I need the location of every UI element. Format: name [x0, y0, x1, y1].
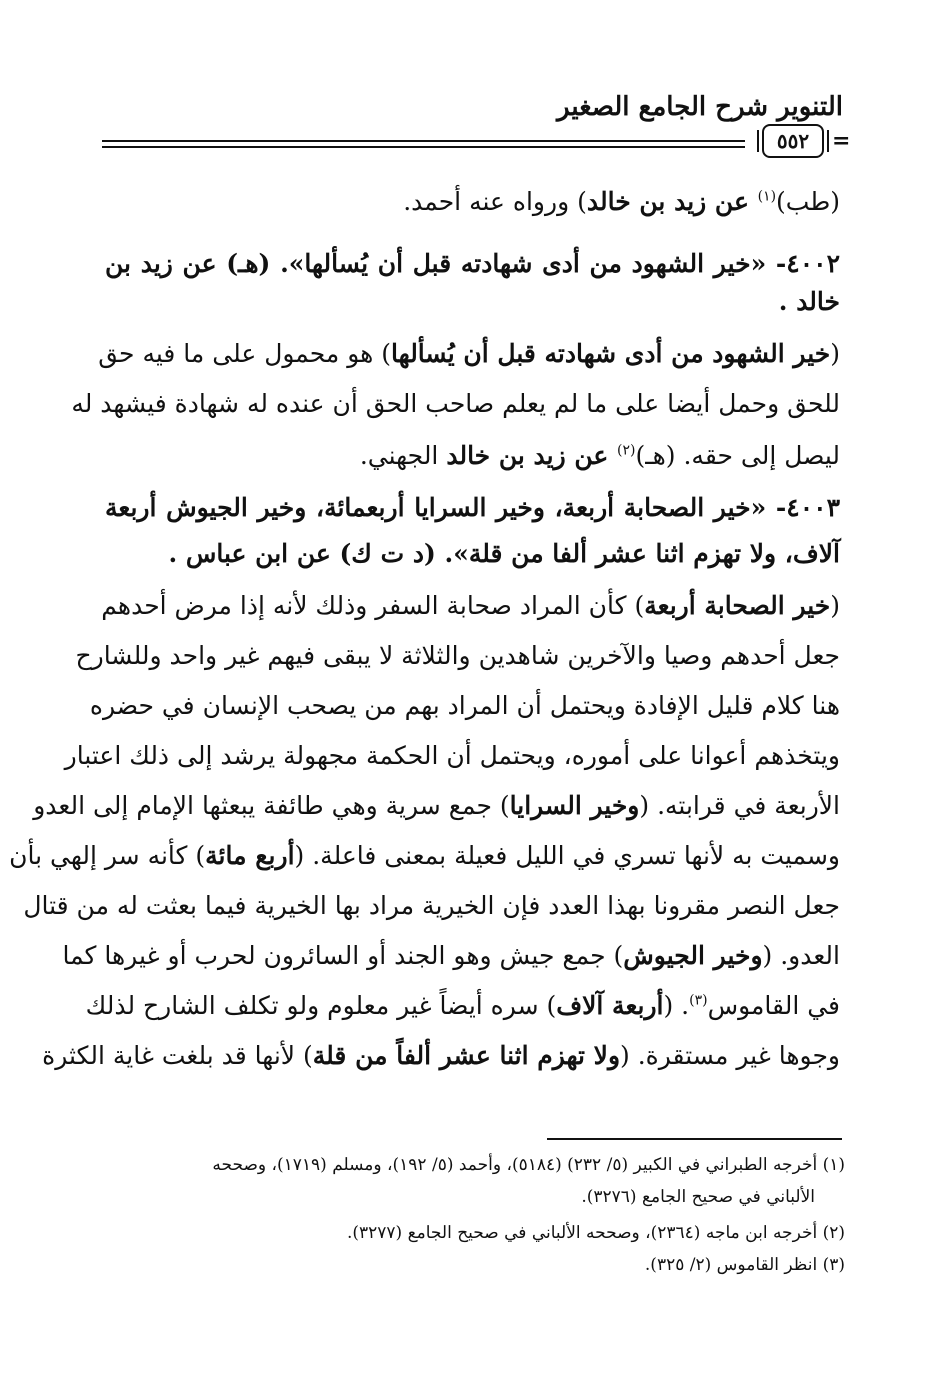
text-line [75, 632, 840, 680]
bold-text: ٤٠٠٢- «خير الشهود من أدى شهادته قبل أن يُسألها». (هـ) عن زيد بن [105, 249, 840, 278]
bold-text: خالد . [778, 287, 840, 316]
bold-text: وخير السرايا [509, 791, 640, 820]
footnote-separator [547, 1138, 842, 1140]
text-run: ) كأن المراد صحابة السفر وذلك لأنه إذا مرض أحدهم [101, 591, 645, 620]
text-run: العدو. ( [762, 941, 840, 970]
text-line [71, 380, 840, 428]
header-ornament: = [832, 128, 851, 154]
text-line [105, 178, 840, 226]
header-rule-bottom [102, 146, 745, 148]
text-line [23, 882, 840, 930]
text-line [89, 682, 840, 730]
bold-text: وخير الجيوش [623, 941, 763, 970]
text-run: ) هو محمول على ما فيه حق [98, 339, 392, 368]
bold-text: ٤٠٠٣- «خير الصحابة أربعة، وخير السرايا أربعمائة، وخير الجيوش أربعة [105, 493, 840, 522]
text-run: (طب) [776, 187, 840, 216]
text-run: ) جمع سرية وهي طائفة يبعثها الإمام إلى العدو [33, 791, 510, 820]
text-line [101, 582, 840, 630]
text-run: ( [830, 591, 840, 620]
text-run: في القاموس [707, 991, 840, 1020]
text-line [105, 432, 840, 480]
text-run: ( [830, 339, 840, 368]
text-run: جعل أحدهم وصيا والآخرين شاهدين والثلاثة لا يبقى فيهم غير واحد وللشارح [75, 641, 840, 670]
text-run: الأربعة في قرابته. ( [639, 791, 840, 820]
footnote: (٢) أخرجه ابن ماجه (٢٣٦٤)، وصححه الألباني في صحيح الجامع (٣٢٧٧). [346, 1223, 845, 1243]
bold-text: خير الصحابة أربعة [644, 591, 831, 620]
bold-text: ولا تهزم اثنا عشر ألفاً من قلة [312, 1041, 621, 1070]
bold-text: خير الشهود من أدى شهادته قبل أن يُسألها [391, 339, 831, 368]
footnote: (١) أخرجه الطبراني في الكبير (٥/ ٢٣٢) (٥١٨٤)، وأحمد (٥/ ١٩٢)، ومسلم (١٧١٩)، وصححه [212, 1155, 845, 1175]
text-run: ) سره أيضاً غير معلوم ولو تكلف الشارح لذلك [85, 991, 557, 1020]
bold-text: آلاف، ولا تهزم اثنا عشر ألفا من قلة». (د ت ك) عن ابن عباس . [168, 539, 840, 568]
text-run: ) كأنه سر إلهي بأن [9, 841, 206, 870]
footnote: (٣) انظر القاموس (٢/ ٣٢٥). [644, 1255, 845, 1275]
footnote: الألباني في صحيح الجامع (٣٢٧٦). [581, 1187, 815, 1207]
header-rule-top [102, 140, 745, 142]
text-line [42, 1032, 840, 1080]
text-run: ) جمع جيش وهو الجند أو السائرون لحرب أو غيرها كما [62, 941, 624, 970]
text-line [105, 484, 840, 532]
bold-text: عن زيد بن خالد [586, 187, 758, 216]
text-run: ليصل إلى حقه. (هـ) [635, 441, 840, 470]
text-run: ) لأنها قد بلغت غاية الكثرة [42, 1041, 313, 1070]
text-run: جعل النصر مقرونا بهذا العدد فإن الخيرية مراد بها الخيرية فيما بعثت له من قتال [23, 891, 840, 920]
footnote-marker: (١) [757, 188, 777, 205]
text-run: ) ورواه عنه أحمد. [403, 187, 587, 216]
bold-text: أربعة آلاف [556, 991, 664, 1020]
text-run: هنا كلام قليل الإفادة ويحتمل أن المراد بهم من يصحب الإنسان في حضره [89, 691, 840, 720]
text-line [85, 982, 840, 1030]
text-line [62, 932, 840, 980]
text-run: ويتخذهم أعوانا على أموره، ويحتمل أن الحكمة مجهولة يرشد إلى ذلك اعتبار [64, 741, 840, 770]
text-line [98, 330, 840, 378]
running-header-title: التنوير شرح الجامع الصغير [557, 92, 843, 122]
text-run: . ( [663, 991, 690, 1020]
bold-text: أربع مائة [205, 841, 295, 870]
footnote-marker: (٣) [689, 992, 708, 1009]
bold-text: عن زيد بن خالد [446, 441, 618, 470]
footnote-marker: (٢) [617, 442, 636, 459]
page-number: ٥٥٢ [762, 124, 824, 158]
text-run: الجهني. [359, 441, 447, 470]
text-line [9, 832, 840, 880]
text-line [105, 530, 840, 578]
text-line [64, 732, 840, 780]
text-line [105, 278, 840, 326]
text-run: وسميت به لأنها تسري في الليل فعيلة بمعنى فاعلة. ( [294, 841, 840, 870]
text-line [33, 782, 840, 830]
text-run: وجوها غير مستقرة. ( [620, 1041, 840, 1070]
text-run: للحق وحمل أيضا على ما لم يعلم صاحب الحق أن عنده له شهادة فيشهد له [71, 389, 840, 418]
